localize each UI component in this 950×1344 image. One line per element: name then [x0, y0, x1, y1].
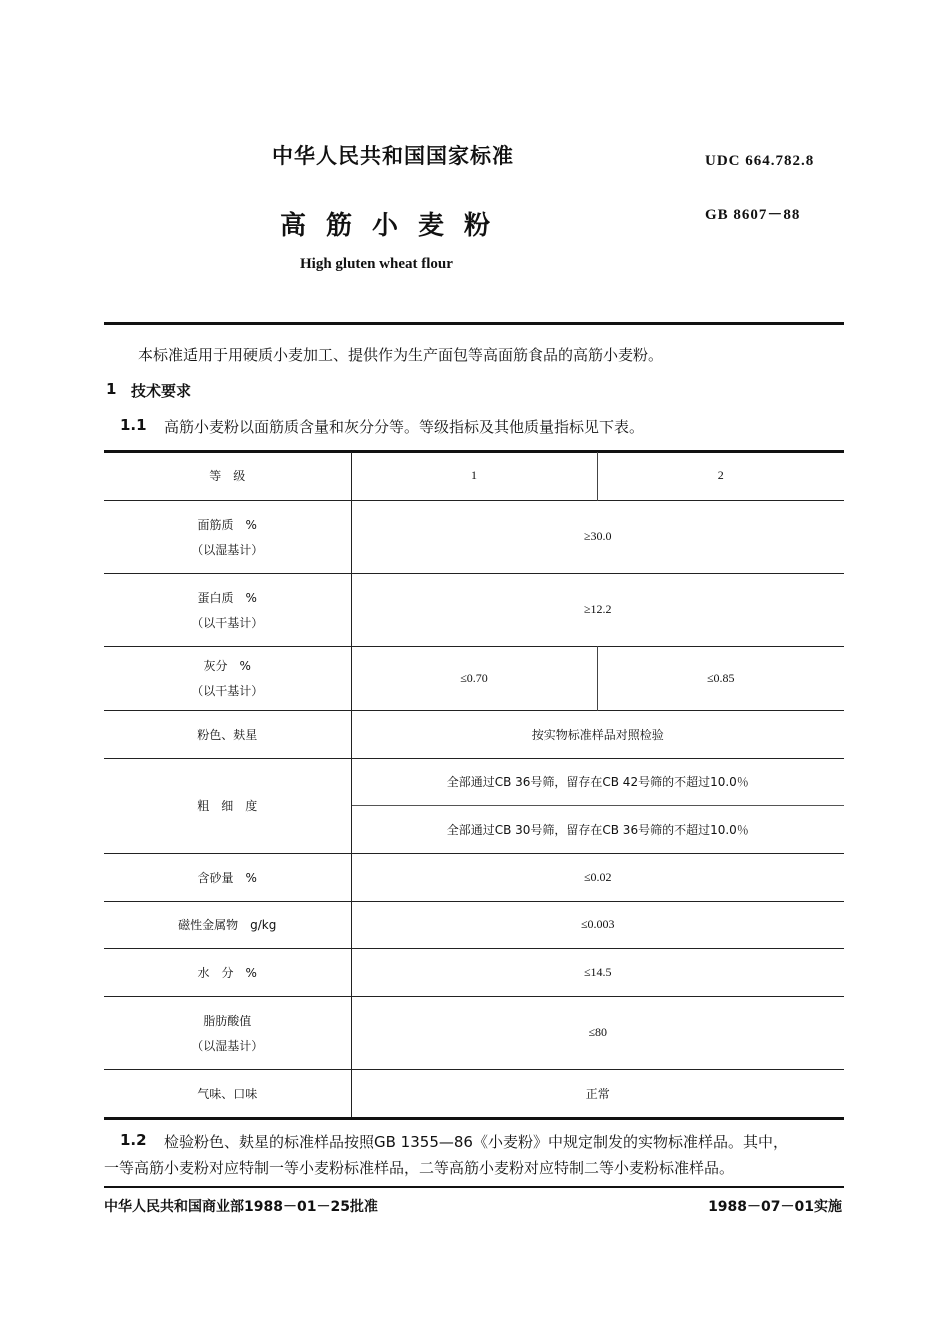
fineness-value-1: 全部通过CB 36号筛，留存在CB 42号筛的不超过10.0％: [446, 775, 749, 789]
metal-value: ≤0.003: [580, 917, 615, 931]
table-row: [104, 573, 844, 646]
approval-note: 中华人民共和国商业部1988－01－25批准: [104, 1199, 378, 1215]
gluten-label: [104, 500, 351, 573]
protein-label: [104, 573, 351, 646]
table-row: [104, 996, 844, 1069]
table-row: [104, 1069, 844, 1117]
gb-code: GB 8607－88: [705, 207, 801, 223]
intro-paragraph: 本标准适用于用硬质小麦加工、提供作为生产面包等高面筋食品的高筋小麦粉。: [138, 346, 664, 364]
udc-code: UDC 664.782.8: [705, 153, 815, 169]
quality-spec-table: [104, 452, 844, 1117]
clause-1-1-text: 高筋小麦粉以面筋质含量和灰分分等。等级指标及其他质量指标见下表。: [164, 418, 645, 436]
fatty-acid-label-line2: （以湿基计）: [191, 1038, 264, 1053]
odor-label: 气味、口味: [104, 1069, 351, 1117]
table-row: [104, 948, 844, 996]
table-row: [104, 901, 844, 948]
sand-label: 含砂量 %: [104, 853, 351, 901]
ash-grade-1-value: ≤0.70: [351, 646, 597, 710]
table-row: [104, 710, 844, 758]
ash-label-line1: 灰分 %: [203, 659, 251, 673]
protein-value: ≥12.2: [583, 602, 612, 616]
table-bottom-rule: [104, 1117, 844, 1120]
protein-label-line2: （以干基计）: [191, 615, 264, 630]
color-value: 按实物标准样品对照检验: [531, 727, 664, 742]
table-row: [104, 500, 844, 573]
table-row: [104, 646, 844, 710]
odor-value: 正常: [585, 1086, 610, 1101]
color-label: 粉色、麸星: [104, 710, 351, 758]
grade-1-header: 1: [351, 452, 597, 500]
moisture-label: 水 分 %: [104, 948, 351, 996]
national-standard-heading: 中华人民共和国国家标准: [272, 144, 514, 168]
clause-1-2-number: 1.2: [120, 1131, 147, 1149]
document-title: 高筋小麦粉: [280, 211, 511, 241]
fineness-value-2: 全部通过CB 30号筛，留存在CB 36号筛的不超过10.0％: [446, 822, 749, 837]
section-1-title: 技术要求: [131, 382, 192, 400]
fatty-acid-label: [104, 996, 351, 1069]
gluten-label-line1: 面筋质 %: [197, 517, 257, 532]
ash-label-line2: （以干基计）: [191, 684, 264, 698]
clause-1-2-line1: 检验粉色、麸星的标准样品按照GB 1355—86《小麦粉》中规定制发的实物标准样品。其中，: [164, 1133, 788, 1151]
table-row: [104, 758, 844, 805]
ash-grade-2-value: ≤0.85: [706, 670, 735, 685]
metal-label: 磁性金属物 g/kg: [104, 901, 351, 948]
footer-divider: [104, 1186, 844, 1188]
fatty-acid-value: ≤80: [588, 1025, 608, 1039]
fineness-label: 粗 细 度: [104, 758, 351, 853]
section-1-number: 1: [106, 380, 117, 398]
sand-value: ≤0.02: [583, 869, 612, 884]
fatty-acid-label-line1: 脂肪酸值: [203, 1013, 252, 1028]
gluten-value: ≥30.0: [583, 529, 612, 543]
grade-header-label: 等 级: [104, 452, 351, 500]
clause-1-1-number: 1.1: [120, 416, 147, 434]
table-row: [104, 853, 844, 901]
english-title: High gluten wheat flour: [300, 256, 453, 272]
moisture-value: ≤14.5: [583, 964, 612, 979]
table-header-row: [104, 452, 844, 500]
header-divider: [104, 322, 844, 325]
protein-label-line1: 蛋白质 %: [197, 590, 257, 605]
ash-label: [104, 646, 351, 710]
grade-2-header: 2: [717, 468, 724, 483]
gluten-label-line2: （以湿基计）: [191, 542, 264, 557]
clause-1-2-line2: 一等高筋小麦粉对应特制一等小麦粉标准样品，二等高筋小麦粉对应特制二等小麦粉标准样品。: [104, 1159, 735, 1177]
effective-date: 1988－07－01实施: [708, 1199, 842, 1215]
